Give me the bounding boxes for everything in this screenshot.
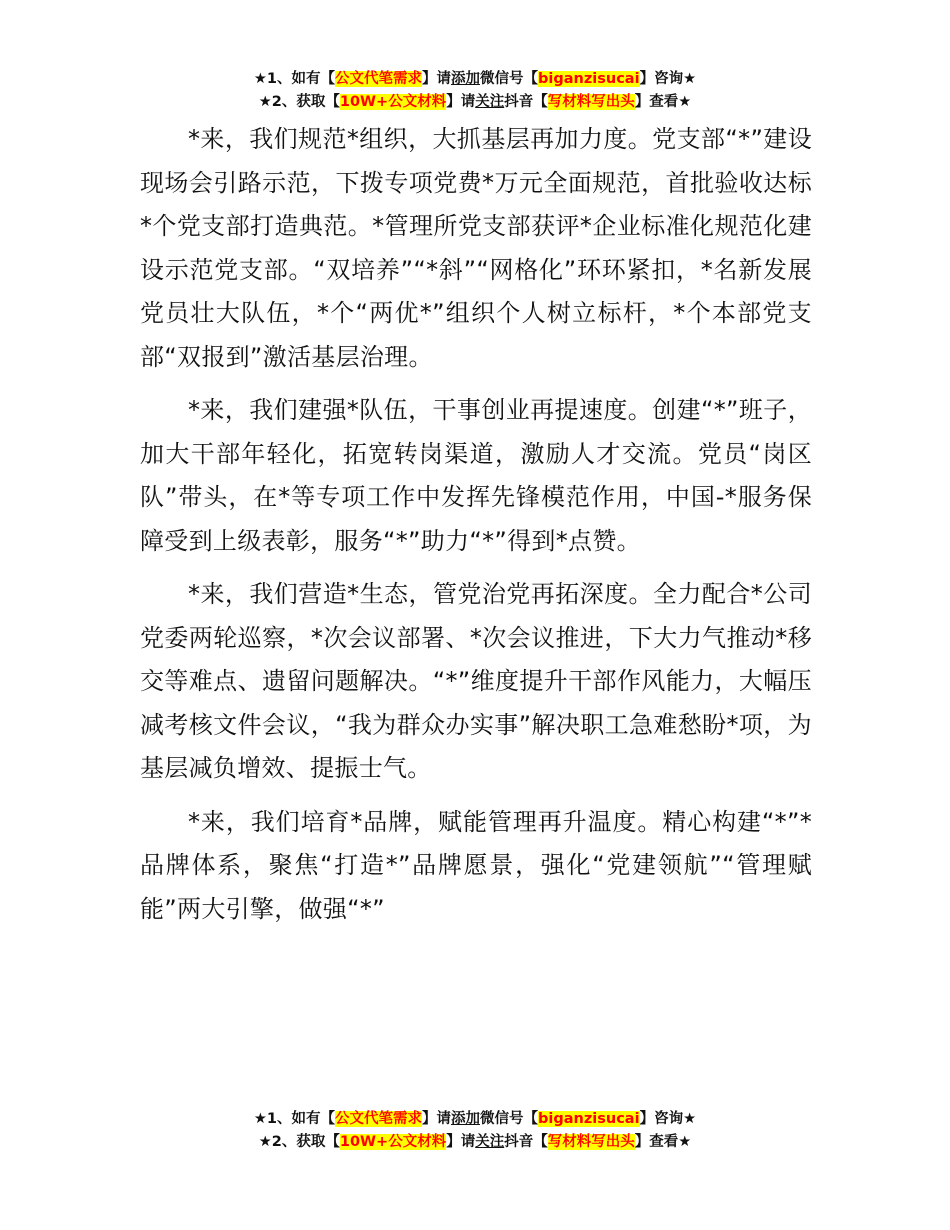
paragraph-team: *来，我们建强*队伍，干事创业再提速度。创建“*”班子，加大干部年轻化，拓宽转岗渠道，激励人才交流。党员“岗区队”带头，在*等专项工作中发挥先锋模范作用，中国-*服务保障受到上级表彰，服务“*”助力“*”得到*点赞。 (140, 396, 812, 555)
highlight-materials: 10W+公文材料 (339, 94, 447, 110)
banner-text: 】请 (422, 1111, 452, 1127)
paragraph-ecology: *来，我们营造*生态，管党治党再拓深度。全力配合*公司党委两轮巡察，*次会议部署、*次会议推进，下大力气推动*移交等难点、遗留问题解决。“*”维度提升干部作风能力，大幅压减考核文件会议，“我为群众办实事”解决职工急难愁盼*项，为基层减负增效、提振士气。 (140, 580, 812, 782)
banner-text: 微信号【 (480, 1111, 539, 1127)
banner-text: 】查看★ (634, 1134, 692, 1150)
banner-text: 】咨询★ (639, 1111, 697, 1127)
banner-text: 】查看★ (634, 94, 692, 110)
highlight-douyin: 写材料写出头 (547, 94, 635, 110)
banner-text: 】请 (446, 94, 476, 110)
banner-text: ★2、获取【 (258, 1134, 340, 1150)
banner-line-2 (0, 91, 950, 114)
banner-text: 抖音【 (504, 94, 548, 110)
highlight-service: 公文代笔需求 (335, 1111, 423, 1127)
banner-text: 】请 (446, 1134, 476, 1150)
banner-text: 微信号【 (480, 71, 539, 87)
highlight-service: 公文代笔需求 (335, 71, 423, 87)
banner-text-underlined: 添加 (451, 71, 481, 87)
footer-banner (0, 1108, 950, 1154)
header-banner (0, 68, 950, 114)
banner-text-underlined: 关注 (475, 1134, 505, 1150)
banner-text: ★1、如有【 (253, 1111, 336, 1127)
banner-line-2 (0, 1131, 950, 1154)
paragraph-brand: *来，我们培育*品牌，赋能管理再升温度。精心构建“*”*品牌体系，聚焦“打造*”品牌愿景，强化“党建领航”“管理赋能”两大引擎，做强“*” (140, 807, 812, 923)
highlight-wechat-id: biganzisucai (538, 1111, 640, 1127)
banner-text: ★1、如有【 (253, 71, 336, 87)
banner-text: ★2、获取【 (258, 94, 340, 110)
banner-text-underlined: 添加 (451, 1111, 481, 1127)
paragraph-organization: *来，我们规范*组织，大抓基层再加力度。党支部“*”建设现场会引路示范，下拨专项党费*万元全面规范，首批验收达标*个党支部打造典范。*管理所党支部获评*企业标准化规范化建设示范党支部。“双培养”“*斜”“网格化”环环紧扣，*名新发展党员壮大队伍，*个“两优*”组织个人树立标杆，*个本部党支部“双报到”激活基层治理。 (140, 125, 812, 371)
banner-line-1 (0, 68, 950, 91)
banner-text: 抖音【 (504, 1134, 548, 1150)
highlight-wechat-id: biganzisucai (538, 71, 640, 87)
highlight-douyin: 写材料写出头 (547, 1134, 635, 1150)
banner-text: 】咨询★ (639, 71, 697, 87)
banner-line-1 (0, 1108, 950, 1131)
highlight-materials: 10W+公文材料 (339, 1134, 447, 1150)
banner-text-underlined: 关注 (475, 94, 505, 110)
document-body (140, 118, 812, 941)
banner-text: 】请 (422, 71, 452, 87)
